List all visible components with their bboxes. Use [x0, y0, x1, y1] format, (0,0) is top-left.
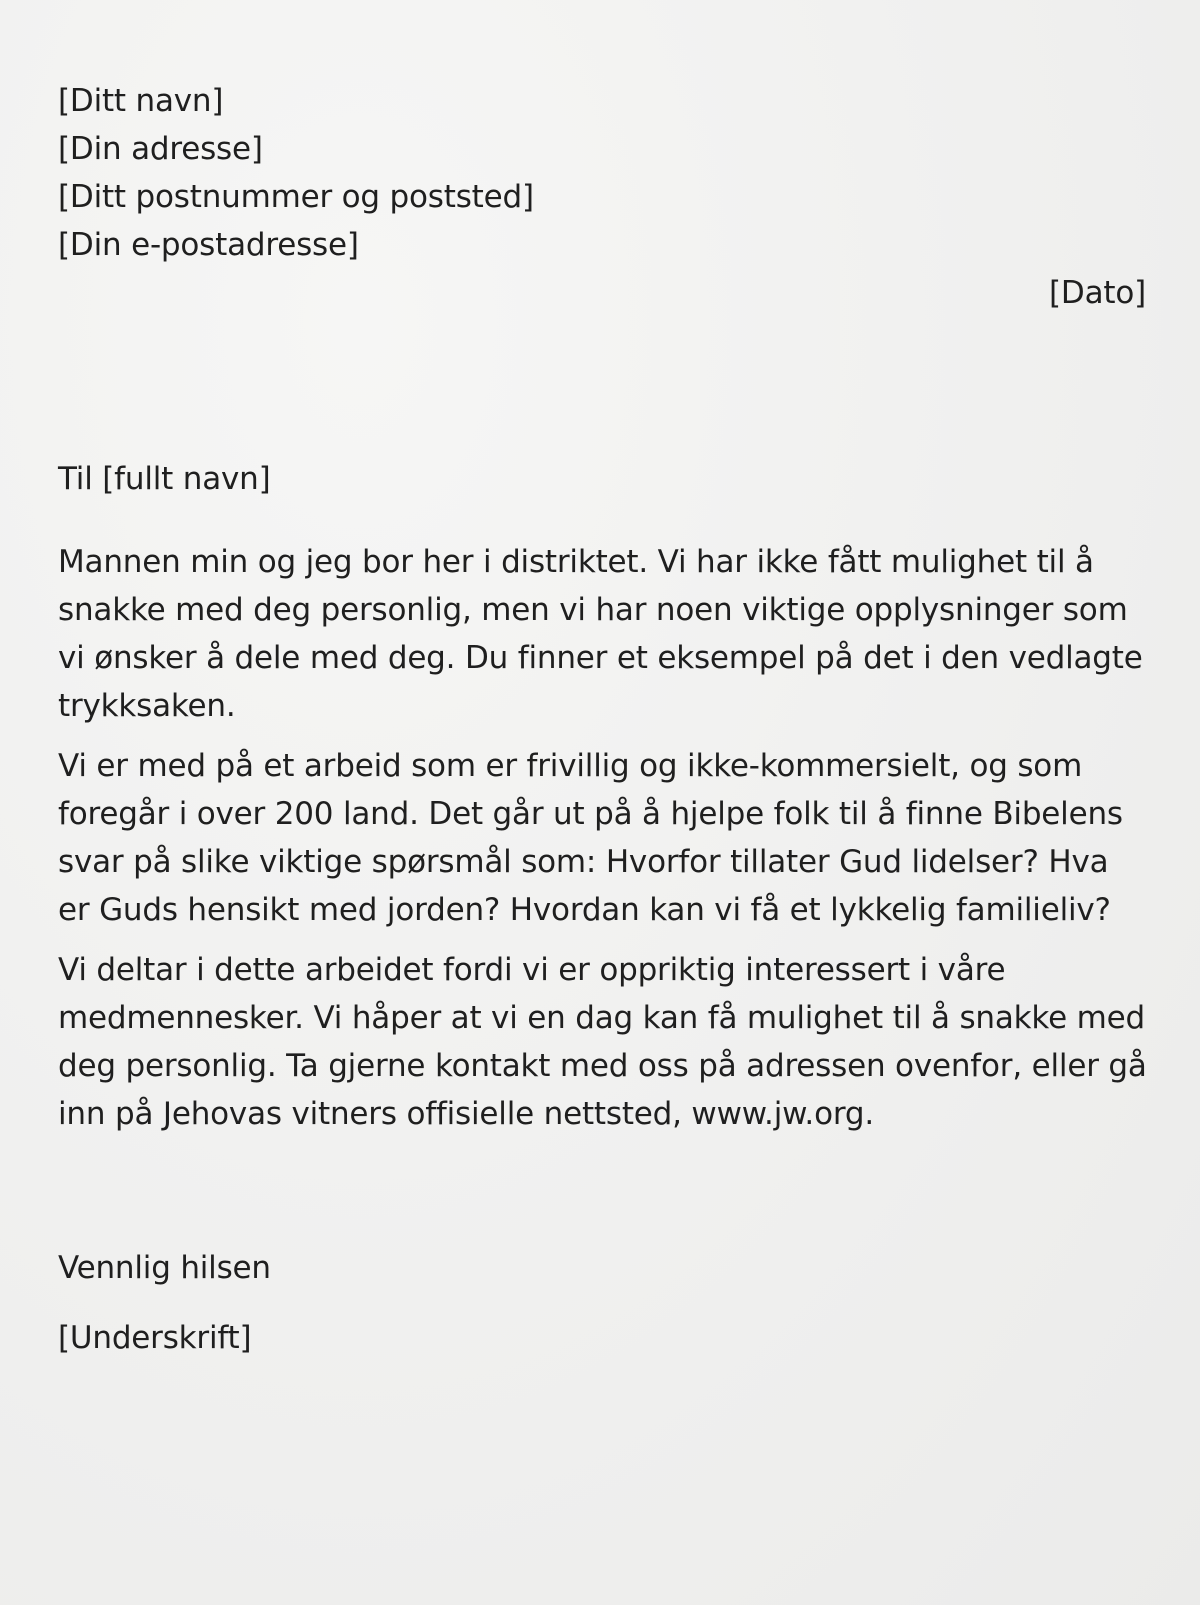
signature: [Underskrift] [58, 1320, 252, 1356]
letter-date: [Dato] [1049, 275, 1146, 311]
paragraph-1: Mannen min og jeg bor her i distriktet. Vi har ikke fått mulighet til å snakke med deg personlig, men vi har noen viktige opplysninger som vi ønsker å dele med deg. Du finner et eksempel på det i den vedlagte trykksaken. [58, 544, 1143, 724]
sender-address: [Din adresse] [58, 131, 263, 167]
sender-block [58, 77, 534, 269]
paragraph-3: Vi deltar i dette arbeidet fordi vi er oppriktig interessert i våre medmennesker. Vi håper at vi en dag kan få mulighet til å snakke med deg personlig. Ta gjerne kontakt med oss på adressen ovenfor, eller gå inn på Jehovas vitners offisielle nettsted, www.jw.org. [58, 952, 1147, 1132]
closing: Vennlig hilsen [58, 1250, 271, 1286]
letter-body [58, 538, 1148, 1150]
sender-name: [Ditt navn] [58, 83, 224, 119]
sender-email: [Din e-postadresse] [58, 227, 359, 263]
salutation: Til [fullt navn] [58, 461, 271, 497]
paragraph-2: Vi er med på et arbeid som er frivillig og ikke-kommersielt, og som foregår i over 200 land. Det går ut på å hjelpe folk til å finne Bibelens svar på slike viktige spørsmål som: Hvorfor tillater Gud lidelser? Hva er Guds hensikt med jorden? Hvordan kan vi få et lykkelig familieliv? [58, 748, 1123, 928]
sender-postal: [Ditt postnummer og poststed] [58, 179, 534, 215]
